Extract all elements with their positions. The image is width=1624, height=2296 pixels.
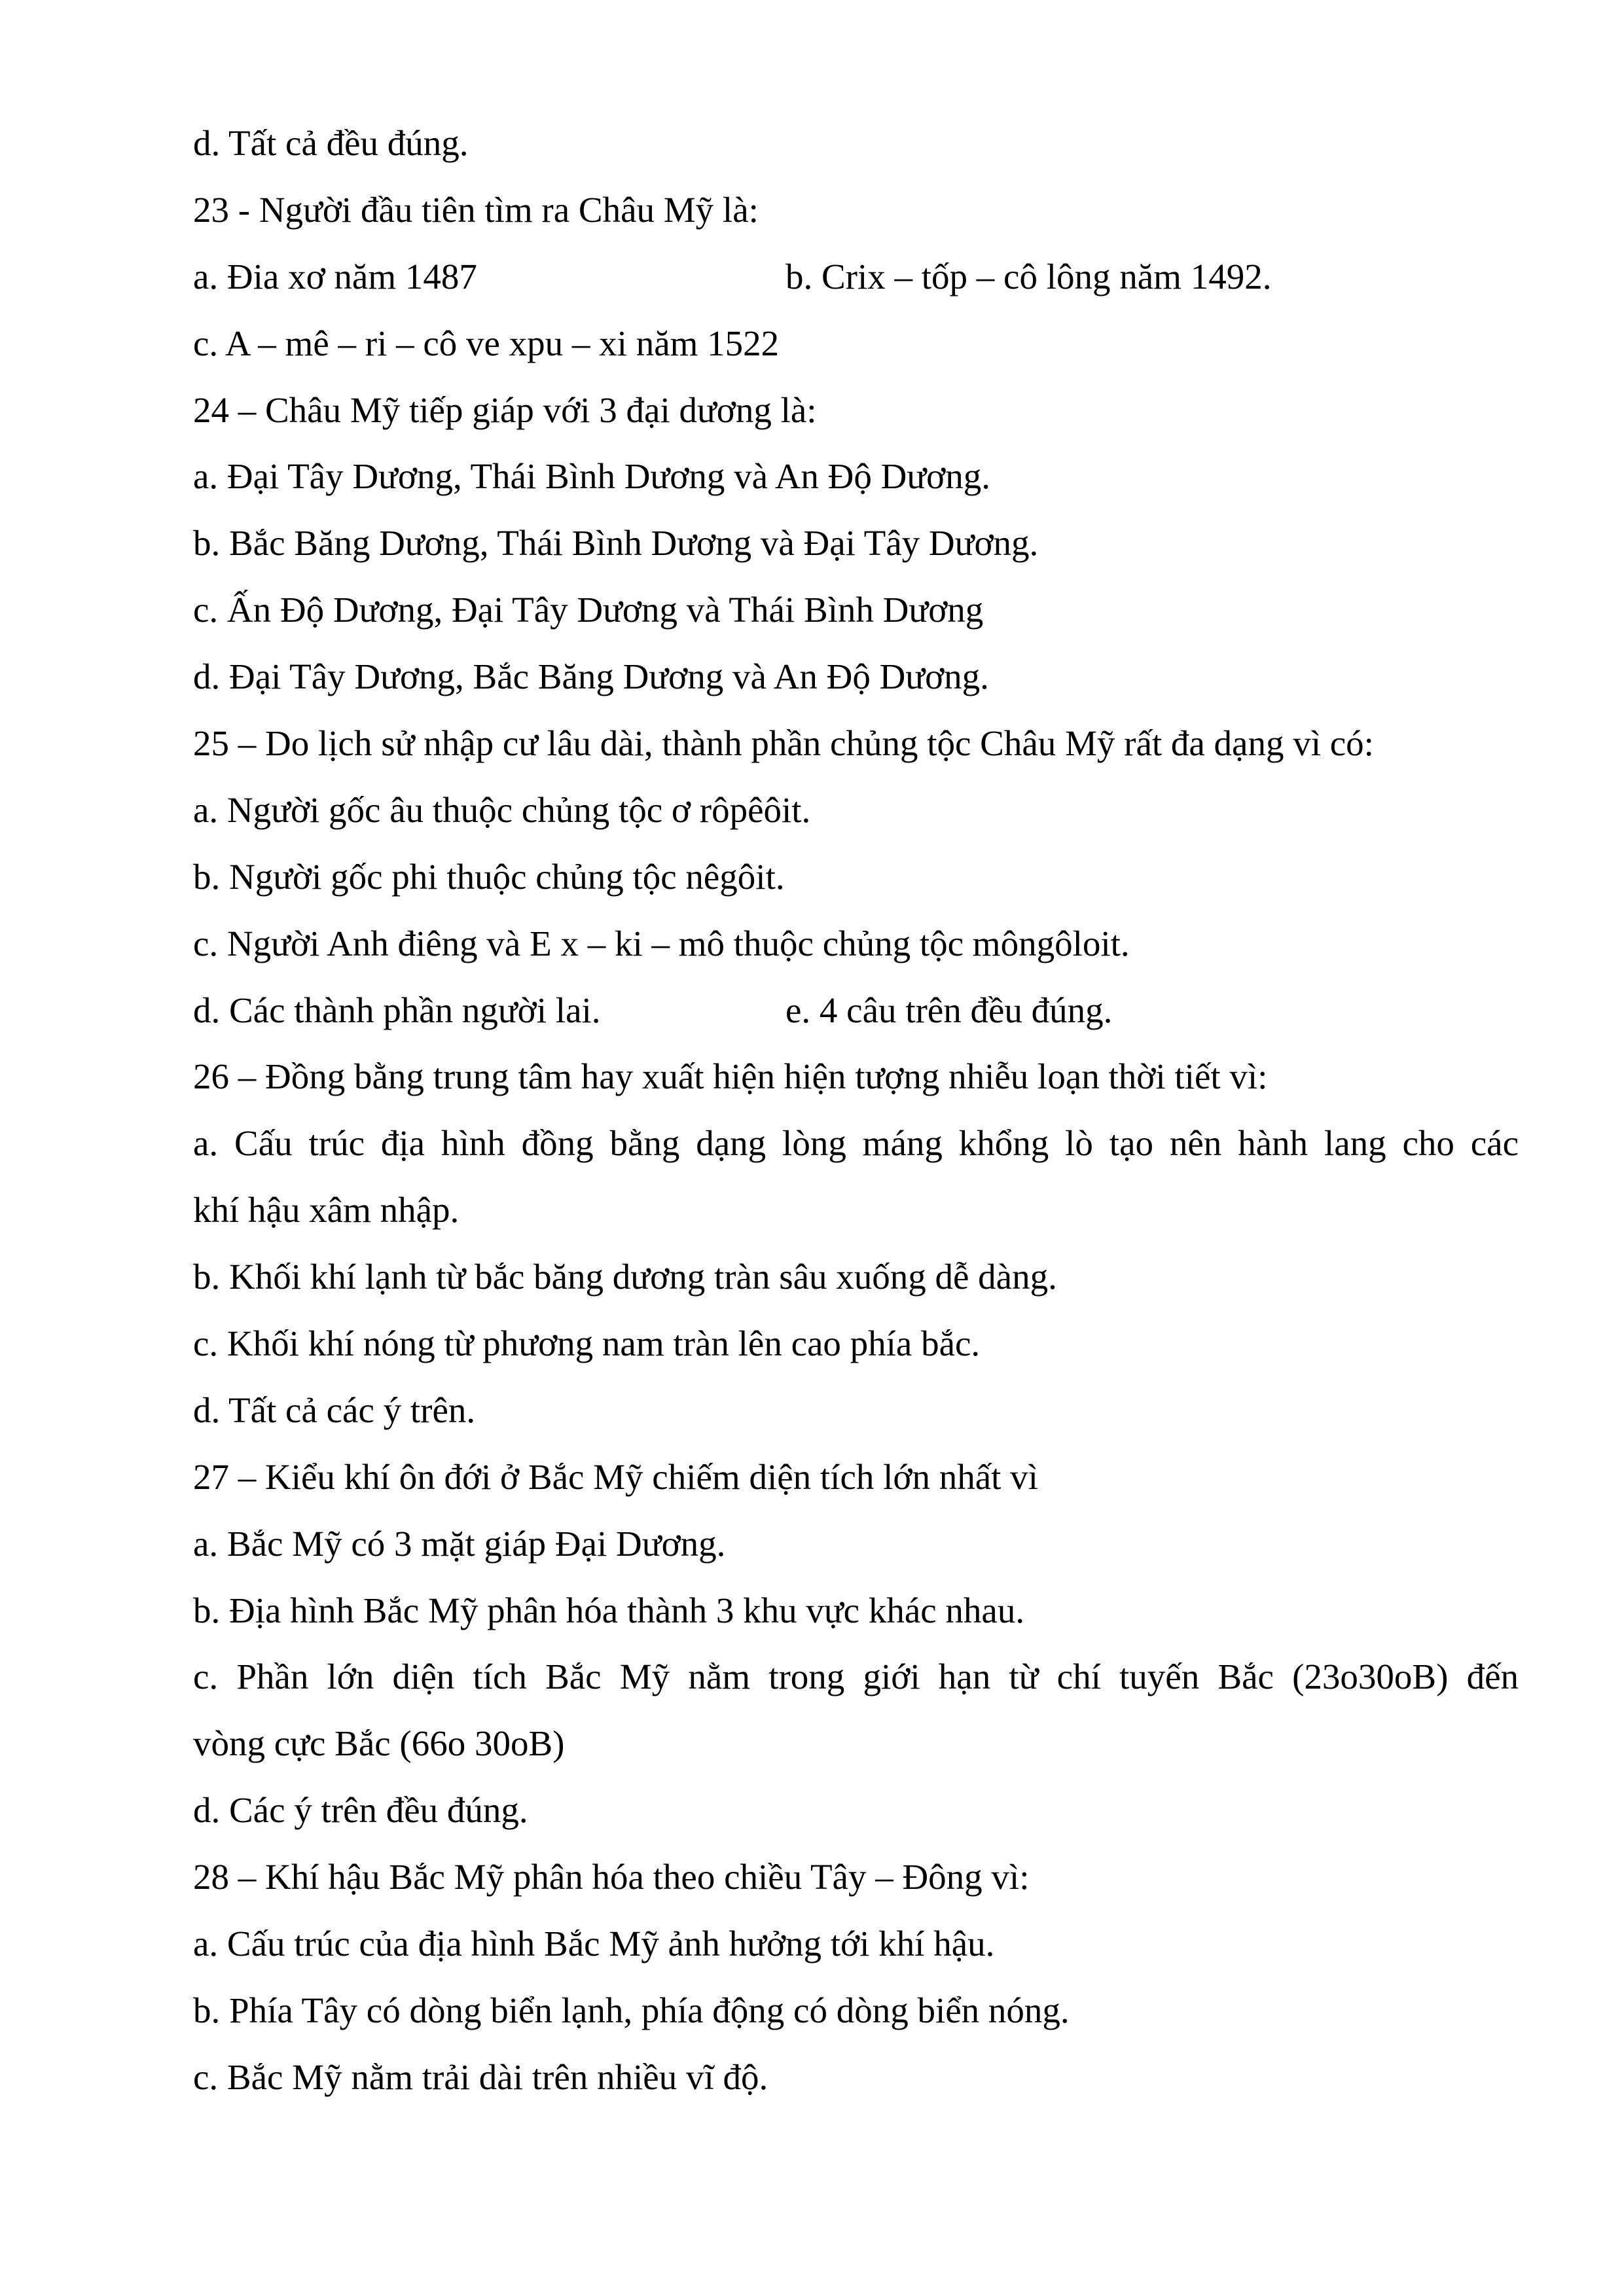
option-left: d. Các thành phần người lai. — [193, 990, 601, 1030]
text-line: khí hậu xâm nhập. — [193, 1190, 460, 1230]
text-line: c. Bắc Mỹ nằm trải dài trên nhiều vĩ độ. — [193, 2056, 768, 2097]
text-line: d. Các ý trên đều đúng. — [193, 1790, 528, 1831]
text-line: c. Khối khí nóng từ phương nam tràn lên cao phía bắc. — [193, 1323, 981, 1364]
text-line: a. Đại Tây Dương, Thái Bình Dương và An Độ Dương. — [193, 456, 991, 497]
text-line: d. Tất cả các ý trên. — [193, 1390, 476, 1430]
text-line: 27 – Kiểu khí ôn đới ở Bắc Mỹ chiếm diện tích lớn nhất vì — [193, 1456, 1038, 1497]
text-line: 28 – Khí hậu Bắc Mỹ phân hóa theo chiều Tây – Đông vì: — [193, 1857, 1030, 1897]
text-line: b. Địa hình Bắc Mỹ phân hóa thành 3 khu vực khác nhau. — [193, 1590, 1025, 1630]
document-body — [193, 110, 1519, 2111]
text-line: c. Phần lớn diện tích Bắc Mỹ nằm trong giới hạn từ chí tuyến Bắc (23o30oB) đến — [193, 1657, 1519, 1697]
text-line: d. Đại Tây Dương, Bắc Băng Dương và An Độ Dương. — [193, 656, 989, 697]
text-line: c. Ấn Độ Dương, Đại Tây Dương và Thái Bình Dương — [193, 590, 984, 630]
text-line: d. Tất cả đều đúng. — [193, 123, 469, 163]
option-left: a. Đia xơ năm 1487 — [193, 256, 477, 296]
option-right: b. Crix – tốp – cô lông năm 1492. — [785, 256, 1272, 296]
text-line: b. Khối khí lạnh từ bắc băng dương tràn sâu xuống dễ dàng. — [193, 1257, 1057, 1297]
text-line: a. Người gốc âu thuộc chủng tộc ơ rôpêôit. — [193, 789, 811, 830]
text-line: 23 - Người đầu tiên tìm ra Châu Mỹ là: — [193, 189, 759, 230]
text-line — [193, 243, 1519, 310]
text-line: 26 – Đồng bằng trung tâm hay xuất hiện hiện tượng nhiễu loạn thời tiết vì: — [193, 1056, 1268, 1097]
text-line: b. Người gốc phi thuộc chủng tộc nêgôit. — [193, 856, 785, 897]
text-line: 25 – Do lịch sử nhập cư lâu dài, thành phần chủng tộc Châu Mỹ rất đa dạng vì có: — [193, 723, 1374, 764]
text-line — [193, 977, 1519, 1044]
text-line: a. Cấu trúc địa hình đồng bằng dạng lòng máng khổng lò tạo nên hành lang cho các — [193, 1123, 1519, 1164]
option-right: e. 4 câu trên đều đúng. — [785, 990, 1113, 1030]
text-line: b. Phía Tây có dòng biển lạnh, phía động có dòng biển nóng. — [193, 1990, 1070, 2030]
text-line: c. A – mê – ri – cô ve xpu – xi năm 1522 — [193, 323, 780, 363]
text-line: vòng cực Bắc (66o 30oB) — [193, 1723, 565, 1764]
text-line: c. Người Anh điêng và E x – ki – mô thuộc chủng tộc môngôloit. — [193, 923, 1130, 963]
text-line: b. Bắc Băng Dương, Thái Bình Dương và Đại Tây Dương. — [193, 523, 1039, 564]
text-line: a. Cấu trúc của địa hình Bắc Mỹ ảnh hưởng tới khí hậu. — [193, 1924, 995, 1964]
text-line: a. Bắc Mỹ có 3 mặt giáp Đại Dương. — [193, 1523, 726, 1564]
text-line: 24 – Châu Mỹ tiếp giáp với 3 đại dương là: — [193, 389, 817, 430]
